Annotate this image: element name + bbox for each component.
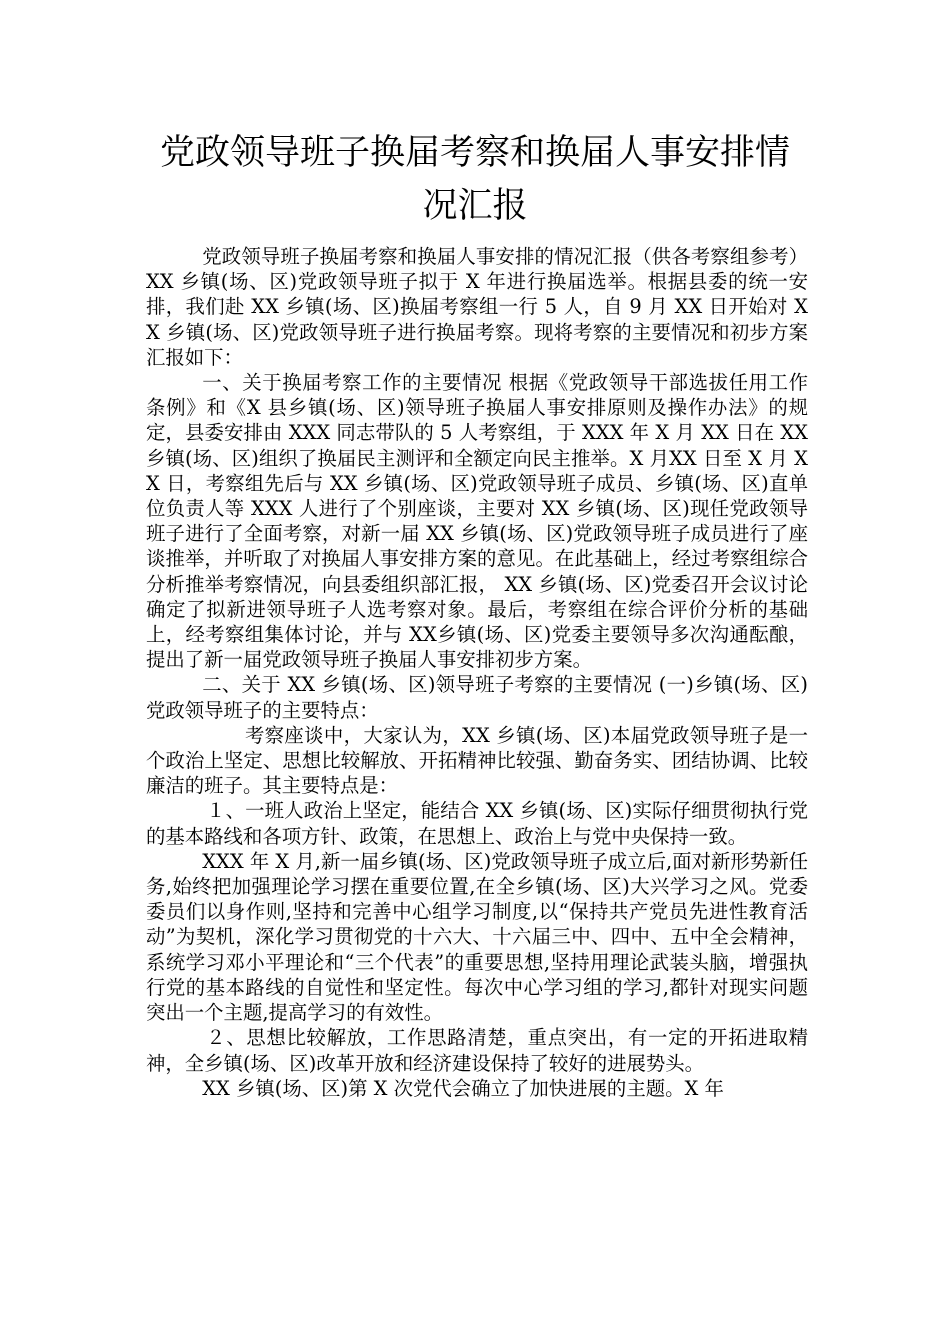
paragraph-intro: 党政领导班子换届考察和换届人事安排的情况汇报（供各考察组参考） XX 乡镇(场、区)党政领导班子拟于 X 年进行换届选举。根据县委的统一安排，我们赴 XX 乡镇(场、区)换届考察组一行 5 人，自 9 月 XX 日开始对 XX 乡镇(场、区)党政领导班子进行换届考察。现将考察的主要情况和初步方案汇报如下：: [146, 245, 808, 369]
paragraph-item-2: ２、思想比较解放，工作思路清楚，重点突出，有一定的开拓进取精神，全乡镇(场、区)改革开放和经济建设保持了较好的进展势头。: [146, 1026, 808, 1075]
title-line-2: 况汇报: [422, 186, 528, 226]
document-title: [120, 127, 830, 233]
paragraph-study: XXX 年 X 月,新一届乡镇(场、区)党政领导班子成立后,面对新形势新任务,始终把加强理论学习摆在重要位置,在全乡镇(场、区)大兴学习之风。党委委员们以身作则,坚持和完善中心组学习制度,以“保持共产党员先进性教育活动”为契机，深化学习贯彻党的十六大、十六届三中、四中、五中全会精神，系统学习邓小平理论和“三个代表”的重要思想,坚持用理论武装头脑，增强执行党的基本路线的自觉性和坚定性。每次中心学习组的学习,都针对现实问题突出一个主题,提高学习的有效性。: [146, 849, 808, 1025]
document-body: [146, 244, 808, 1101]
paragraph-section-2: 二、关于 XX 乡镇(场、区)领导班子考察的主要情况 (一)乡镇(场、区)党政领导班子的主要特点：: [146, 673, 808, 722]
paragraph-congress: XX 乡镇(场、区)第 X 次党代会确立了加快进展的主题。X 年: [202, 1076, 724, 1100]
title-line-1: 党政领导班子换届考察和换届人事安排情: [159, 133, 790, 173]
paragraph-item-1: １、一班人政治上坚定，能结合 XX 乡镇(场、区)实际仔细贯彻执行党的基本路线和各项方针、政策，在思想上、政治上与党中央保持一致。: [146, 799, 808, 848]
paragraph-discussion: 考察座谈中，大家认为，XX 乡镇(场、区)本届党政领导班子是一个政治上坚定、思想比较解放、开拓精神比较强、勤奋务实、团结协调、比较廉洁的班子。其主要特点是：: [146, 723, 808, 798]
paragraph-section-1: 一、关于换届考察工作的主要情况 根据《党政领导干部选拔任用工作条例》和《X 县乡镇(场、区)领导班子换届人事安排原则及操作办法》的规定，县委安排由 XXX 同志带队的 5 人考察组，于 XXX 年 X 月 XX 日在 XX乡镇(场、区)组织了换届民主测评和全额定向民主推举。X 月XX 日至 X 月 XX 日，考察组先后与 XX 乡镇(场、区)党政领导班子成员、乡镇(场、区)直单位负责人等 XXX 人进行了个别座谈，主要对 XX 乡镇(场、区)现任党政领导班子进行了全面考察，对新一届 XX 乡镇(场、区)党政领导班子成员进行了座谈推举，并听取了对换届人事安排方案的意见。在此基础上，经过考察组综合分析推举考察情况，向县委组织部汇报， XX 乡镇(场、区)党委召开会议讨论确定了拟新进领导班子人选考察对象。最后，考察组在综合评价分析的基础上，经考察组集体讨论，并与 XX乡镇(场、区)党委主要领导多次沟通酝酿，提出了新一届党政领导班子换届人事安排初步方案。: [146, 371, 808, 672]
